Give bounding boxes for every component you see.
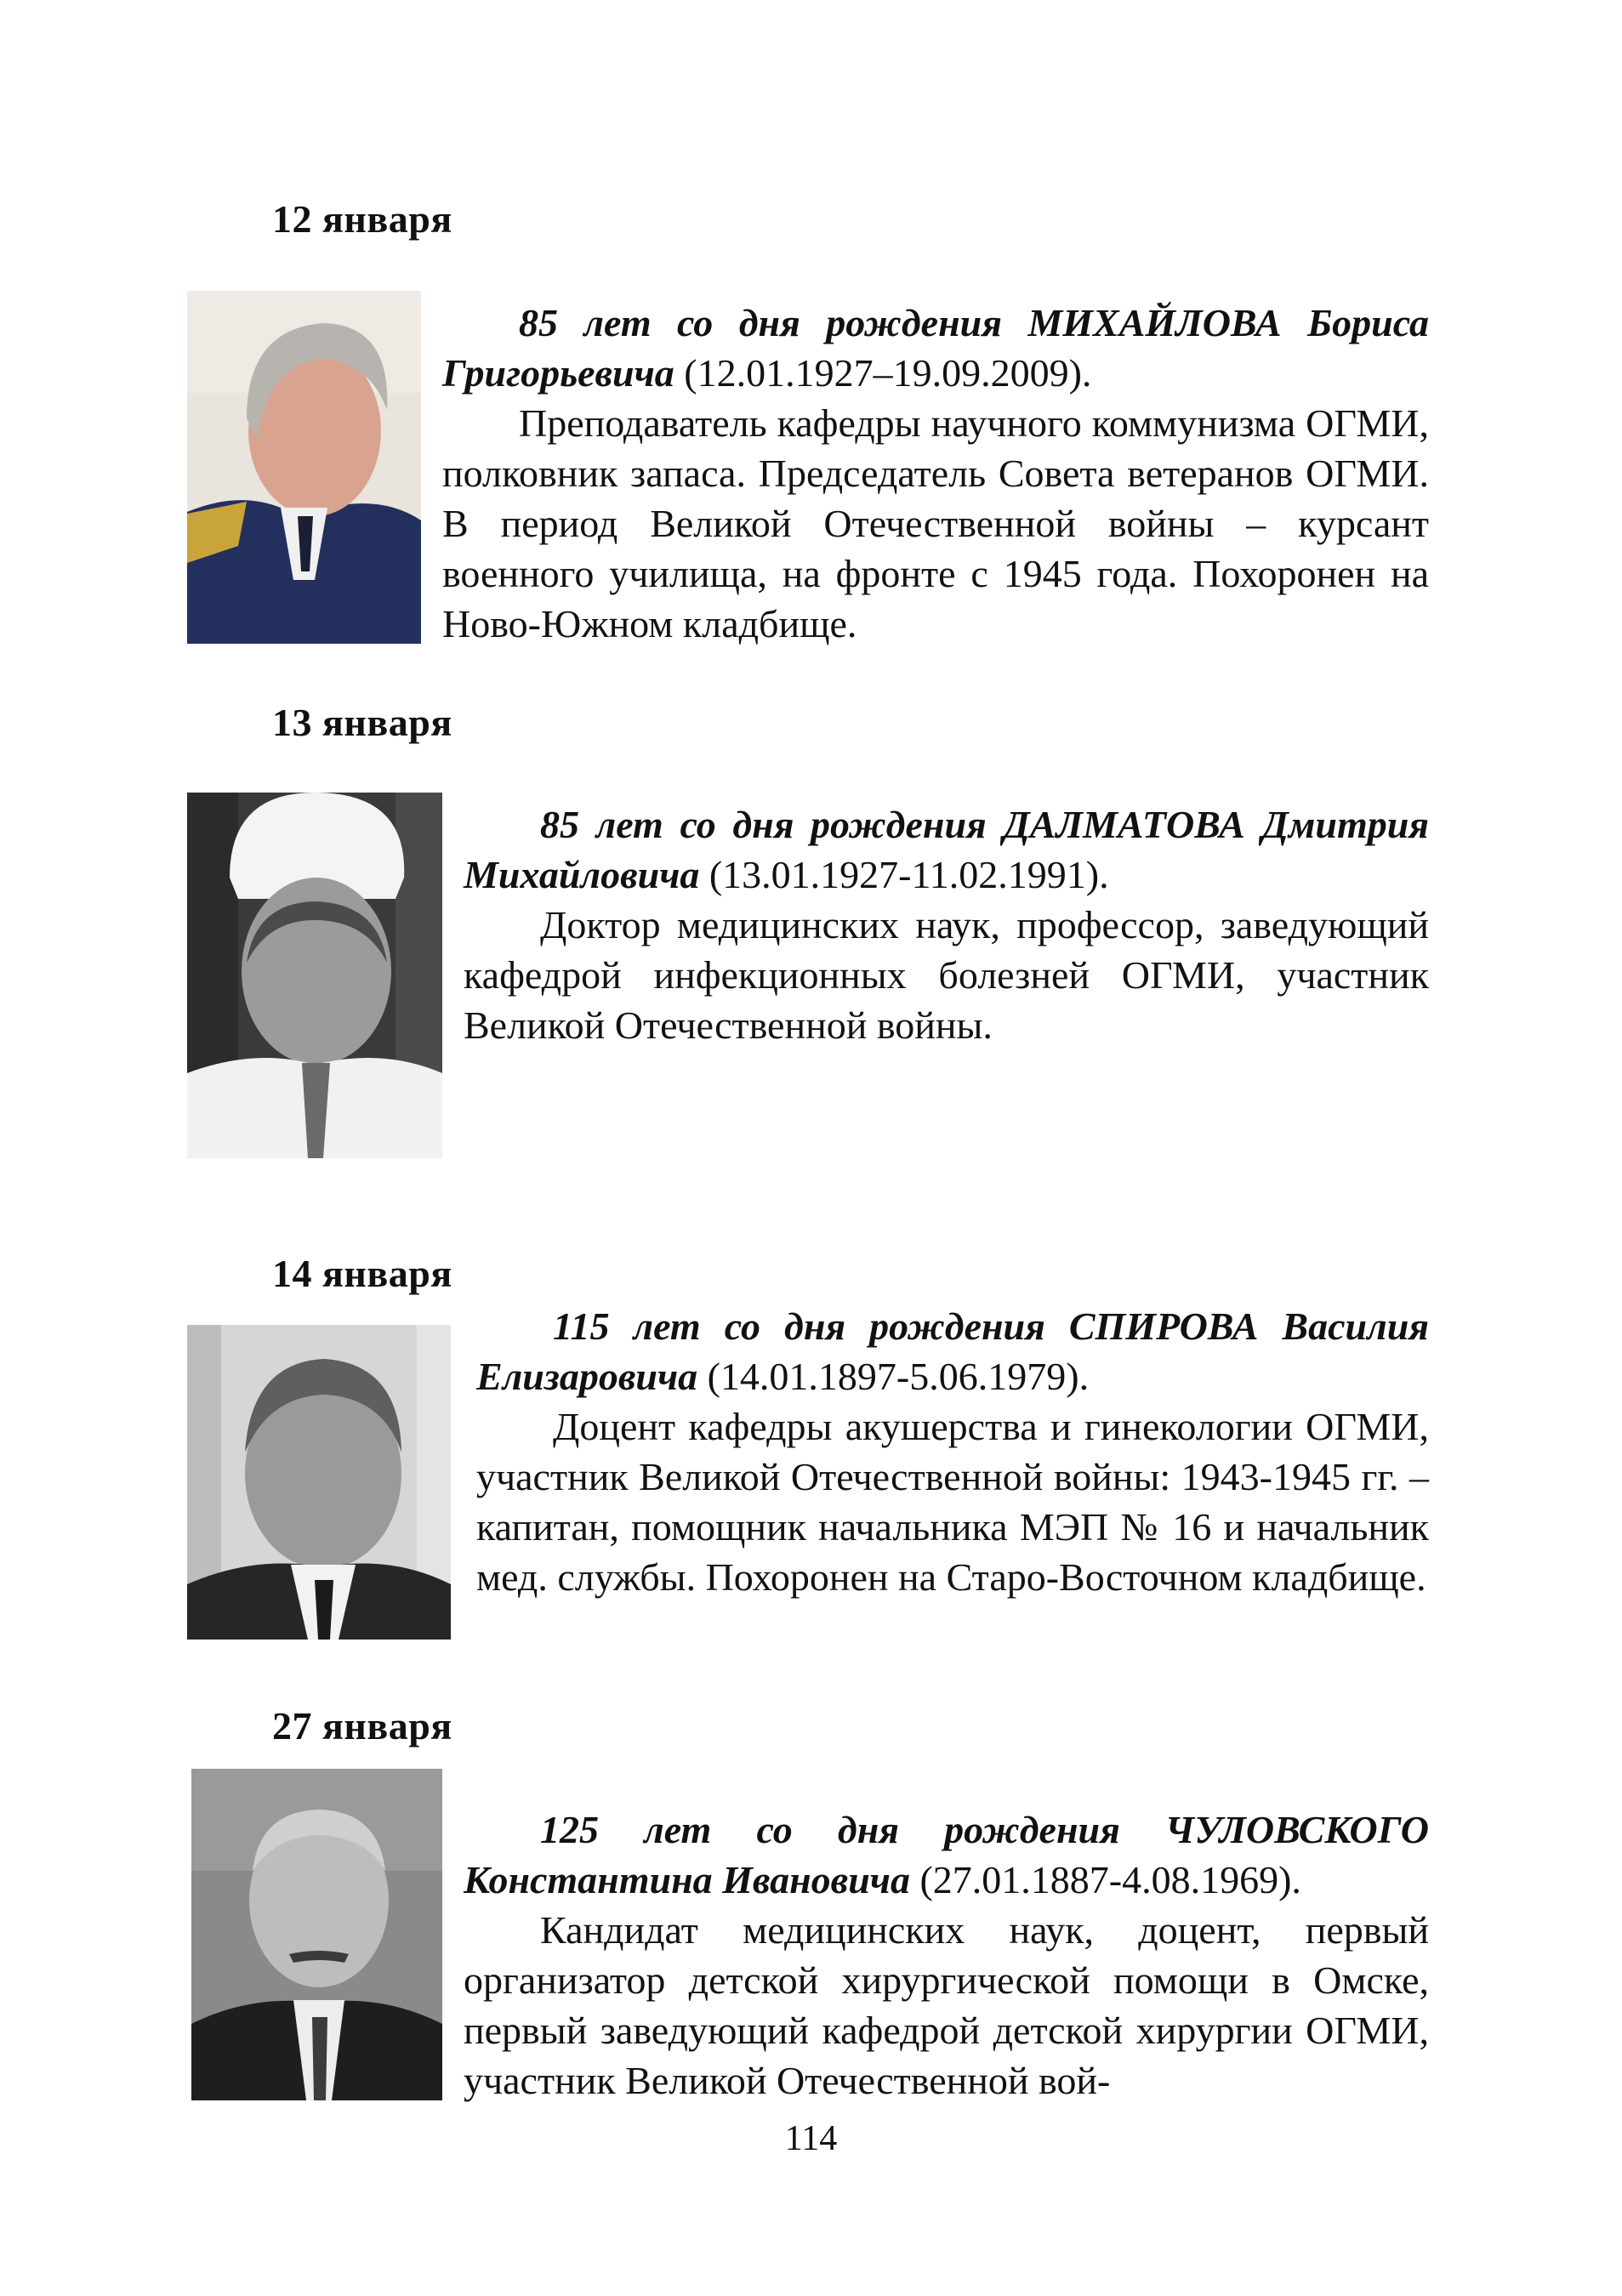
entry-text (476, 1301, 1429, 1602)
portrait-photo-chulovsky (191, 1769, 442, 2100)
entry-text (464, 1804, 1429, 2106)
entry-date: 14 января (272, 1252, 452, 1295)
entry-heading: 115 лет со дня рождения СПИРОВА Василия Елизаровича (476, 1304, 1429, 1398)
entry-description: Доктор медицинских наук, профессор, заведующий кафедрой инфекционных болезней ОГМИ, участник Великой Отечественной войны. (464, 903, 1429, 1047)
portrait-photo-spirov (187, 1325, 451, 1640)
entry-description: Доцент кафедры акушерства и гинекологии ОГМИ, участник Великой Отечественной войны: 1943-1945 гг. – капитан, помощник начальника МЭП № 16 и начальник мед. службы. Похоронен на Старо-Восточном кладбище. (476, 1405, 1429, 1599)
entry-dates: (12.01.1927–19.09.2009). (684, 351, 1092, 395)
entry-heading: 125 лет со дня рождения ЧУЛОВСКОГО Константина Ивановича (464, 1808, 1429, 1901)
entry-text (464, 799, 1429, 1050)
portrait-photo-dalmatov (187, 793, 442, 1158)
entry-dates: (27.01.1887-4.08.1969). (919, 1858, 1301, 1901)
entry-dates: (13.01.1927-11.02.1991). (709, 853, 1109, 896)
entry-description: Кандидат медицинских наук, доцент, первый организатор детской хирургической помощи в Омске, первый заведующий кафедрой детской хирургии ОГМИ, участник Великой Отечественной вой- (464, 1908, 1429, 2102)
entry-date: 12 января (272, 197, 452, 241)
entry-date: 27 января (272, 1704, 452, 1748)
entry-dates: (14.01.1897-5.06.1979). (707, 1355, 1090, 1398)
entry-description: Преподаватель кафедры научного коммунизма ОГМИ, полковник запаса. Председатель Совета ветеранов ОГМИ. В период Великой Отечественной войны – курсант военного училища, на фронте с 1945 года. Похоронен на Ново-Южном кладбище. (442, 401, 1429, 645)
entry-heading: 85 лет со дня рождения ДАЛМАТОВА Дмитрия Михайловича (464, 803, 1429, 896)
portrait-photo-mikhailov (187, 291, 421, 644)
entry-date: 13 января (272, 701, 452, 744)
entry-heading: 85 лет со дня рождения МИХАЙЛОВА Бориса Григорьевича (442, 301, 1429, 395)
page-number: 114 (784, 2119, 838, 2158)
entry-text (442, 298, 1429, 649)
